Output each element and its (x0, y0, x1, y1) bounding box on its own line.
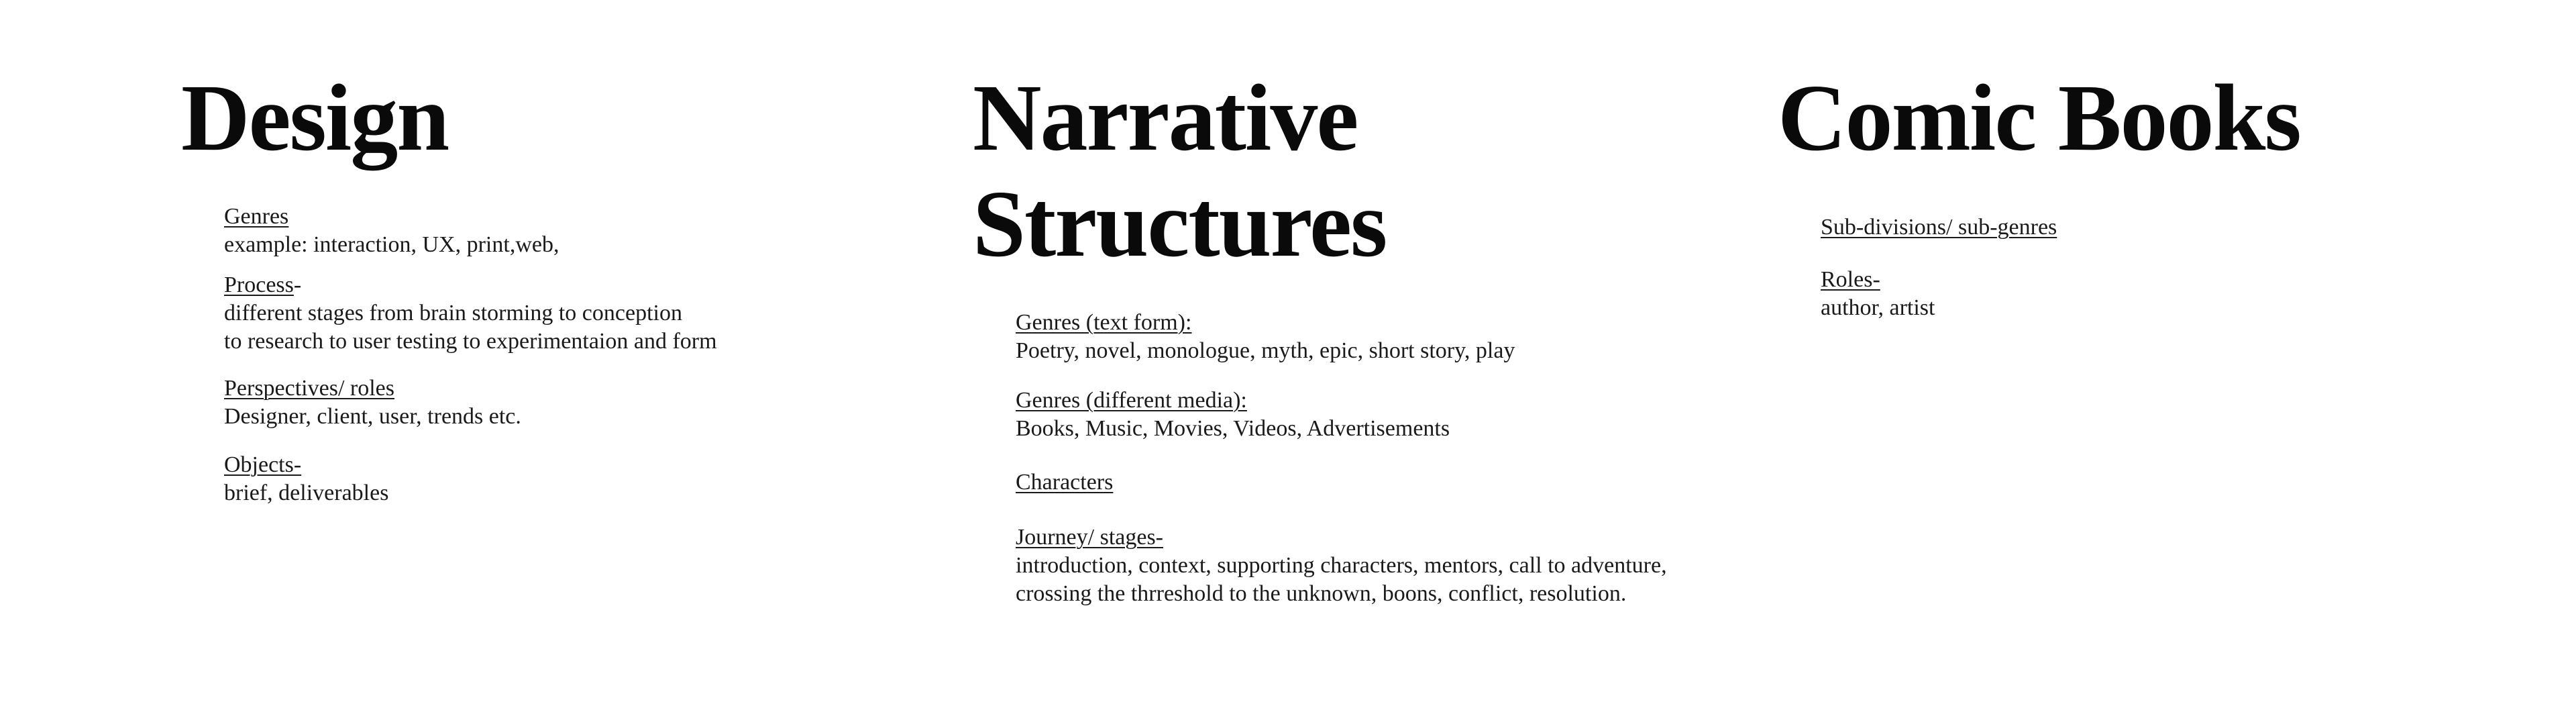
comics-roles-label: Roles- (1821, 267, 1880, 292)
design-process-label-suffix: - (293, 272, 302, 297)
design-objects-label: Objects- (224, 452, 302, 477)
design-objects-text: brief, deliverables (224, 481, 389, 505)
narrative-genres-text-value: Poetry, novel, monologue, myth, epic, short story, play (1016, 338, 1515, 363)
design-genres-section (224, 203, 559, 259)
comics-subdivisions-label: Sub-divisions/ sub-genres (1821, 215, 2057, 240)
design-perspectives-text: Designer, client, user, trends etc. (224, 404, 521, 429)
comics-subdivisions-section (1821, 213, 2057, 242)
comics-heading: Comic Books (1778, 64, 2300, 170)
design-perspectives-section (224, 374, 521, 431)
narrative-heading-line-2: Structures (973, 170, 1387, 276)
narrative-genres-text-section (1016, 309, 1515, 365)
comics-roles-text: author, artist (1821, 295, 1935, 320)
narrative-characters-label: Characters (1016, 470, 1114, 495)
design-heading: Design (181, 64, 449, 170)
narrative-genres-media-value: Books, Music, Movies, Videos, Advertisements (1016, 416, 1450, 441)
narrative-heading (973, 64, 1386, 276)
design-process-section (224, 271, 717, 356)
design-genres-label: Genres (224, 204, 289, 229)
narrative-characters-section (1016, 468, 1113, 497)
narrative-genres-media-section (1016, 387, 1450, 443)
narrative-heading-line-1: Narrative (973, 64, 1358, 170)
narrative-journey-label: Journey/ stages- (1016, 525, 1164, 550)
comics-roles-section (1821, 266, 1935, 322)
design-process-text-2: to research to user testing to experimentaion and form (224, 329, 717, 354)
design-process-label-row (224, 271, 717, 299)
design-process-text-1: different stages from brain storming to conception (224, 301, 682, 325)
narrative-genres-text-label: Genres (text form): (1016, 310, 1192, 335)
design-process-label: Process (224, 272, 294, 297)
design-perspectives-label: Perspectives/ roles (224, 376, 394, 401)
narrative-journey-section (1016, 523, 1667, 608)
design-objects-section (224, 451, 388, 507)
narrative-journey-text-2: crossing the thrreshold to the unknown, boons, conflict, resolution. (1016, 581, 1627, 606)
narrative-genres-media-label: Genres (different media): (1016, 388, 1247, 413)
narrative-journey-text-1: introduction, context, supporting characters, mentors, call to adventure, (1016, 553, 1667, 578)
design-genres-text: example: interaction, UX, print,web, (224, 232, 559, 257)
